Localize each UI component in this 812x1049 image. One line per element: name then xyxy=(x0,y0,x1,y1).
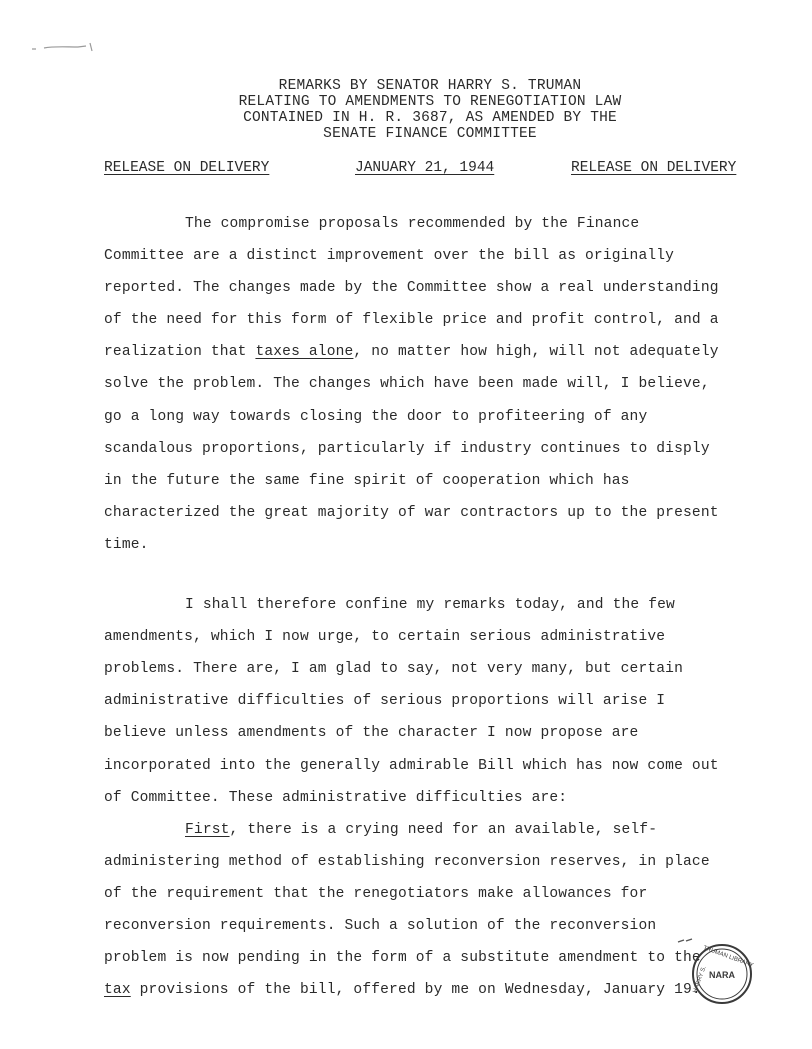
underlined-first: First xyxy=(185,821,230,838)
title-line: CONTAINED IN H. R. 3687, AS AMENDED BY THE xyxy=(243,110,617,126)
release-notice-right: RELEASE ON DELIVERY xyxy=(571,160,737,176)
document-title xyxy=(180,78,680,142)
release-row xyxy=(0,160,812,180)
pencil-mark xyxy=(30,40,100,54)
paragraph-3 xyxy=(104,814,724,1007)
underlined-taxes-alone: taxes alone xyxy=(255,344,354,361)
release-notice-left: RELEASE ON DELIVERY xyxy=(104,160,270,176)
title-line: RELATING TO AMENDMENTS TO RENEGOTIATION LAW xyxy=(238,94,622,110)
truman-library-stamp xyxy=(690,942,754,1006)
title-line: SENATE FINANCE COMMITTEE xyxy=(323,126,537,142)
paragraph-3-text-a: , there is a crying need for an available, self-administering method of establishing reconversion reserves, in place of the requirement that the renegotiators make allowances for reconversion requirements. Such a solution of the reconversion problem is now pending in the form of a substitute amendment to the xyxy=(104,821,710,967)
paragraph-1-text-b: , no matter how high, will not adequately solve the problem. The changes which have been made will, I believe, go a long way towards closing the door to profiteering of any scandalous proportions, particularly if industry continues to disply in the future the same fine spirit of cooperation which has characterized the great majority of war contractors up to the present time. xyxy=(104,344,719,553)
stamp-center-text: NARA xyxy=(709,970,735,980)
paragraph-3-text-b: provisions of the bill, offered by me on Wednesday, January 19. xyxy=(130,982,701,999)
stamp-top-text: TRUMAN LIBRARY xyxy=(702,945,754,969)
paragraph-1-text-a: The compromise proposals recommended by the Finance Committee are a distinct improvement over the bill as originally reported. The changes made by the Committee show a real understanding of the need for this form of flexible price and profit control, and a realization that xyxy=(104,216,719,361)
paragraph-2: I shall therefore confine my remarks today, and the few amendments, which I now urge, to certain serious administrative problems. There are, I am glad to say, not very many, but certain administrative difficulties of serious proportions will arise I believe unless amendments of the character I now propose are incorporated into the generally admirable Bill which has now come out of Committee. These administrative difficulties are: xyxy=(104,597,719,806)
title-line: REMARKS BY SENATOR HARRY S. TRUMAN xyxy=(278,78,582,94)
paragraph-1 xyxy=(104,208,724,561)
document-body xyxy=(104,208,724,1006)
document-date: JANUARY 21, 1944 xyxy=(355,160,495,176)
stamp-left-text: HARRY S. xyxy=(692,965,708,994)
underlined-tax: tax xyxy=(104,982,131,999)
